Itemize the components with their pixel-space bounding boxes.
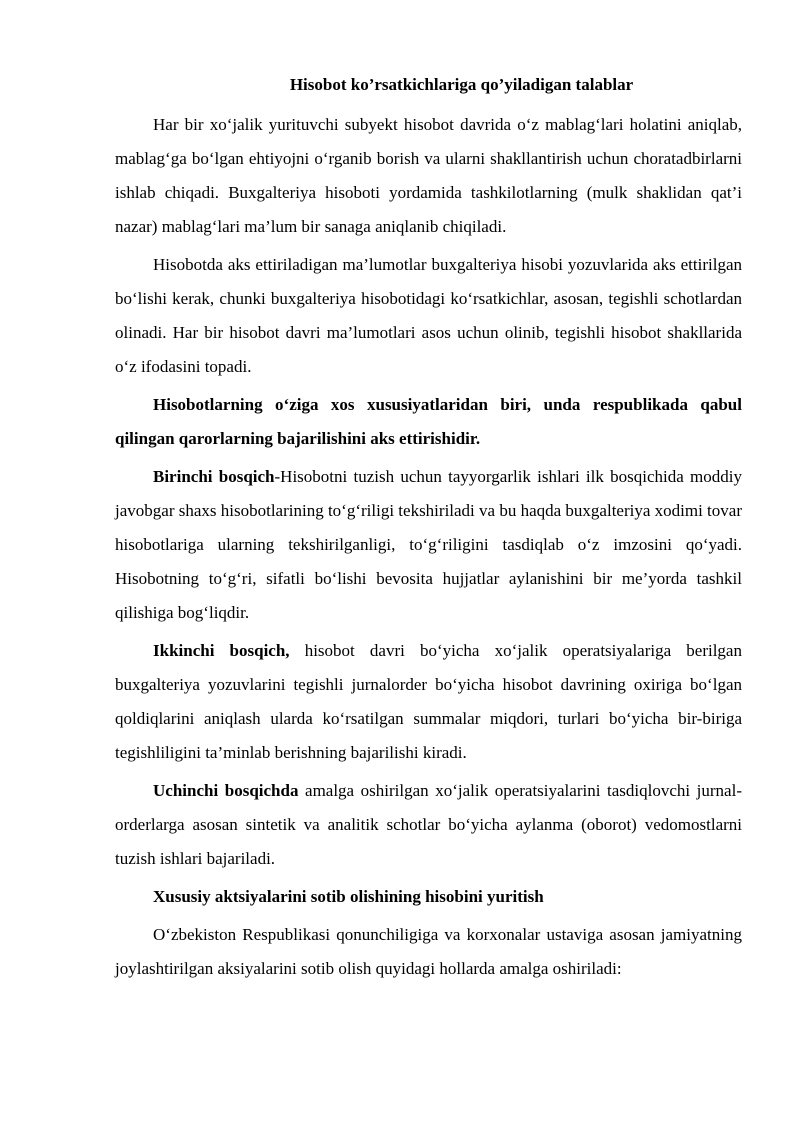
paragraph-5-text: hisobot davri bo‘yicha xo‘jalik operatsiyalariga berilgan buxgalteriya yozuvlarini tegishli jurnalorder bo‘yicha hisobot davrining oxiriga bo‘lgan qoldiqlarini aniqlash ularda ko‘rsatilgan summalar miqdori, turlari bo‘yicha bir-biriga tegishliligini ta’minlab berishning bajarilishi kiradi. <box>115 641 742 762</box>
section-heading: Xususiy aktsiyalarini sotib olishining hisobini yuritish <box>153 887 544 906</box>
document-title: Hisobot ko’rsatkichlariga qo’yiladigan talablar <box>289 75 634 94</box>
paragraph-5-lead: Ikkinchi bosqich, <box>153 641 290 660</box>
document-page <box>115 72 742 986</box>
paragraph-5 <box>115 634 742 770</box>
paragraph-7: O‘zbekiston Respublikasi qonunchiligiga va korxonalar ustaviga asosan jamiyatning joylashtirilgan aksiyalarini sotib olish quyidagi hollarda amalga oshiriladi: <box>115 925 742 978</box>
paragraph-3-bold: Hisobotlarning o‘ziga xos xususiyatlaridan biri, unda respublikada qabul qilingan qarorlarning bajarilishini aks ettirishidir. <box>115 395 742 448</box>
paragraph-1: Har bir xo‘jalik yurituvchi subyekt hisobot davrida o‘z mablag‘lari holatini aniqlab, mablag‘ga bo‘lgan ehtiyojni o‘rganib borish va ularni shakllantirish uchun choratadbirlarni ishlab chiqadi. Buxgalteriya hisoboti yordamida tashkilotlarning (mulk shaklidan qat’i nazar) mablag‘lari ma’lum bir sanaga aniqlanib chiqiladi. <box>115 115 742 236</box>
paragraph-2: Hisobotda aks ettiriladigan ma’lumotlar buxgalteriya hisobi yozuvlarida aks ettirilgan bo‘lishi kerak, chunki buxgalteriya hisobotidagi ko‘rsatkichlar, asosan, tegishli schotlardan olinadi. Har bir hisobot davri ma’lumotlari asos uchun olinib, tegishli hisobot shakllarida o‘z ifodasini topadi. <box>115 255 742 376</box>
paragraph-6-lead: Uchinchi bosqichda <box>153 781 299 800</box>
paragraph-6 <box>115 774 742 876</box>
paragraph-4-lead: Birinchi bosqich <box>153 467 275 486</box>
paragraph-6-text: amalga oshirilgan xo‘jalik operatsiyalarini tasdiqlovchi jurnal-orderlarga asosan sintetik va analitik schotlar bo‘yicha aylanma (oborot) vedomostlarni tuzish ishlari bajariladi. <box>115 781 742 868</box>
paragraph-4 <box>115 460 742 630</box>
paragraph-4-text: -Hisobotni tuzish uchun tayyorgarlik ishlari ilk bosqichida moddiy javobgar shaxs hisobotlarining to‘g‘riligi tekshiriladi va bu haqda buxgalteriya xodimi tovar hisobotlariga ularning tekshirilganligi, to‘g‘riligini tasdiqlab o‘z imzosini qo‘yadi. Hisobotning to‘g‘ri, sifatli bo‘lishi bevosita hujjatlar aylanishini bir me’yorda tashkil qilishiga bog‘liqdir. <box>115 467 742 622</box>
